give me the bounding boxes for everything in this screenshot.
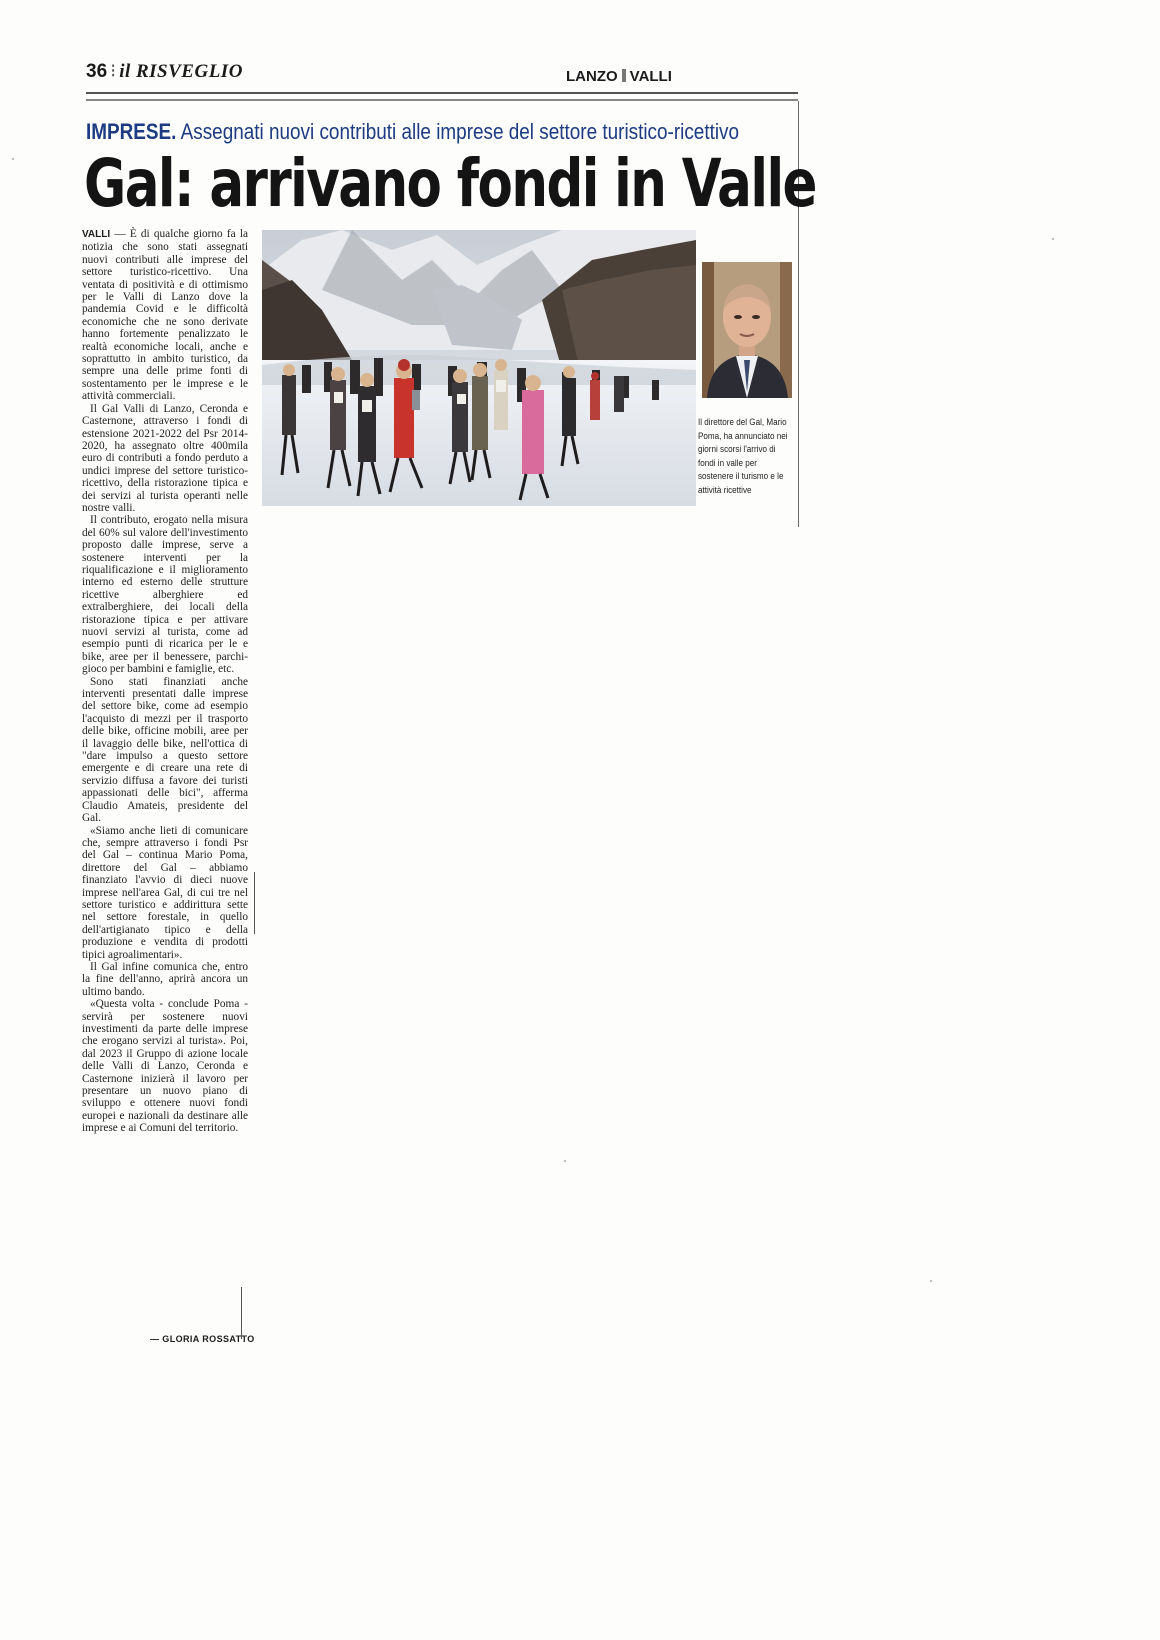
- scan-speck: [564, 1160, 566, 1162]
- article-paragraph-3: Il contributo, erogato nella misura del 60% sul valore dell'investimento proposto dalle imprese, serve a sostenere interventi per la riqualificazione e il miglioramento interno ed esterno delle strutture ricettive alberghiere ed extralberghiere, dei locali della ristorazione tipica e per attivare nuovi servizi al turista, come ad esempio punti di ricarica per le e bike, aree per il benessere, parchi-gioco per bambini e famiglie, etc.: [82, 514, 248, 676]
- header-separator: ⁝: [110, 61, 117, 82]
- scan-speck: [12, 158, 14, 160]
- article-top-rule: [86, 99, 798, 101]
- page-header-left: [86, 60, 243, 83]
- header-rule: [86, 92, 798, 94]
- article-paragraph-5: «Siamo anche lieti di comunicare che, sempre attraverso i fondi Psr del Gal – continua Mario Poma, direttore del Gal – abbiamo finanziato l'avvio di dieci nuove imprese nell'area Gal, di cui tre nel settore turistico e addirittura sette nel settore forestale, in quello dell'artigianato tipico e della produzione e vendita di prodotti tipici agroalimentari».: [82, 824, 248, 961]
- kicker-text: Assegnati nuovi contributi alle imprese del settore turistico-ricettivo: [180, 119, 740, 144]
- byline: — GLORIA ROSSATTO: [150, 1334, 255, 1344]
- director-portrait-photo: [702, 262, 792, 398]
- scan-speck: [930, 1280, 932, 1282]
- snowshoe-scene-illustration: [262, 230, 696, 506]
- newspaper-logo: il RISVEGLIO: [119, 61, 243, 82]
- section-left: LANZO: [566, 68, 618, 85]
- lead-location: VALLI: [82, 229, 111, 240]
- article-paragraph-2: Il Gal Valli di Lanzo, Ceronda e Casternone, attraverso i fondi di estensione 2021-2022 del Psr 2014-2020, ha assegnato oltre 400mila euro di contributi a fondo perduto a undici imprese del settore turistico-ricettivo, della ristorazione tipica e dei servizi al turista operanti nelle nostre valli.: [82, 402, 248, 514]
- photo-caption: Il direttore del Gal, Mario Poma, ha annunciato nei giorni scorsi l'arrivo di fondi in valle per sostenere il turismo e le attività ricettive: [698, 417, 788, 495]
- article-paragraph-6: Il Gal infine comunica che, entro la fine dell'anno, aprirà ancora un ultimo bando.: [82, 960, 248, 998]
- headline: Gal: arrivano fondi in Valle: [84, 145, 816, 222]
- column-rule: [254, 872, 255, 934]
- column-rule: [241, 1287, 242, 1339]
- section-divider: [622, 69, 626, 82]
- kicker-label: IMPRESE.: [86, 119, 177, 144]
- article-paragraph-4: Sono stati finanziati anche interventi presentati dalle imprese del settore bike, come ad esempio l'acquisto di mezzi per il trasporto delle bike, officine mobili, aree per il lavaggio delle bike, nell'ottica di "dare impulso a questo settore emergente e di creare una rete di servizio diffusa a favore dei turisti appassionati delle bici", afferma Claudio Amateis, presidente del Gal.: [82, 675, 248, 825]
- section-right: VALLI: [629, 68, 672, 85]
- snowshoe-hikers-photo: [262, 230, 696, 506]
- article-body: [82, 228, 248, 1135]
- article-paragraph-7: «Questa volta - conclude Poma - servirà per sostenere nuovi investimenti da parte delle imprese che erogano servizi al turista». Poi, dal 2023 il Gruppo di azione locale delle Valli di Lanzo, Ceronda e Casternone inizierà il lavoro per presentare un nuovo piano di sviluppo e ottenere nuovi fondi europei e nazionali da destinare alle imprese e ai Comuni del territorio.: [82, 998, 248, 1135]
- section-header: [566, 68, 672, 85]
- article-paragraph-1: [82, 228, 248, 403]
- page-number: 36: [86, 61, 108, 82]
- paragraph-text: — È di qualche giorno fa la notizia che sono stati assegnati nuovi contributi alle imprese del settore turistico-ricettivo. Una ventata di positività e di ottimismo per le Valli di Lanzo dove la pandemia Covid e le difficoltà economiche che ne sono derivate hanno fortemente penalizzato le realtà economiche locali, anche e soprattutto in ambito turistico, da sempre una delle prime fonti di sostentamento per le imprese e le attività commerciali.: [82, 228, 248, 403]
- portrait-illustration: [702, 262, 792, 398]
- scan-speck: [1052, 238, 1054, 240]
